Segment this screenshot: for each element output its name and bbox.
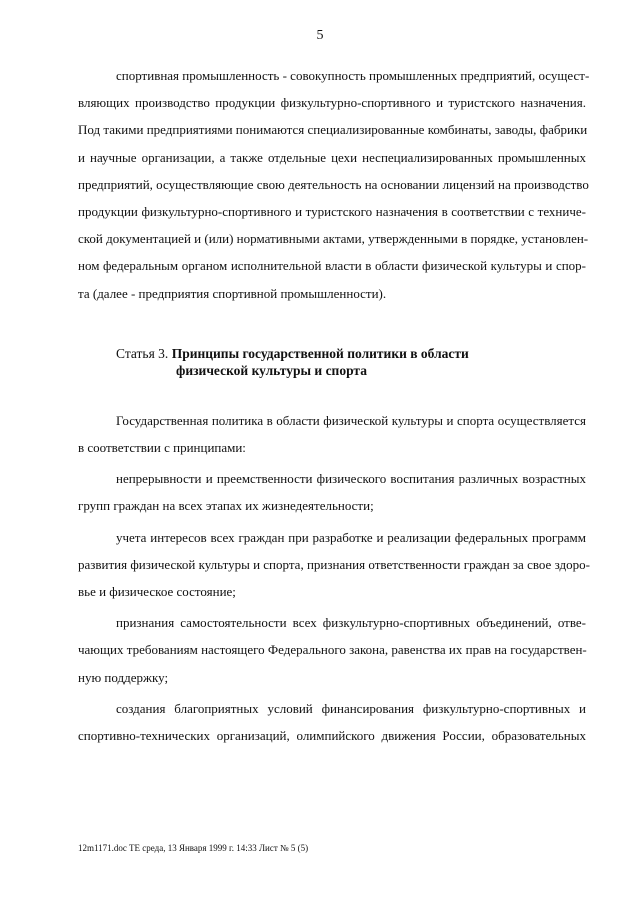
- article-title-continued: физической культуры и спорта: [176, 362, 367, 378]
- principle-item: [78, 609, 586, 691]
- text-line: создания благоприятных условий финансирования физкультурно-спортивных и: [116, 700, 586, 716]
- text-line: вье и физическое состояние;: [78, 584, 236, 600]
- paragraph-intro: [78, 407, 586, 461]
- text-line: признания самостоятельности всех физкультурно-спортивных объединений, отве-: [116, 615, 586, 631]
- text-line: и научные организации, а также отдельные цехи неспециализированных промышленных: [78, 149, 586, 165]
- text-line: спортивно-технических организаций, олимпийского движения России, образовательных: [78, 728, 586, 744]
- text-line: учета интересов всех граждан при разработке и реализации федеральных программ: [116, 529, 586, 545]
- article-number: Статья 3.: [116, 345, 169, 361]
- text-line: предприятий, осуществляющие свою деятельность на основании лицензий на производство: [78, 176, 589, 192]
- text-line: в соответствии с принципами:: [78, 440, 246, 456]
- text-line: ную поддержку;: [78, 669, 169, 685]
- text-line: групп граждан на всех этапах их жизнедеятельности;: [78, 498, 374, 514]
- text-line: чающих требованиям настоящего Федерального закона, равенства их прав на государствен-: [78, 642, 587, 658]
- text-line: Государственная политика в области физической культуры и спорта осуществляется: [116, 412, 586, 428]
- text-line: та (далее - предприятия спортивной промышленности).: [78, 285, 387, 301]
- text-line: ном федеральным органом исполнительной власти в области физической культуры и спор-: [78, 258, 586, 274]
- text-line: ской документацией и (или) нормативными актами, утвержденными в порядке, установлен-: [78, 231, 589, 247]
- principle-item: [78, 524, 590, 606]
- document-body: [78, 62, 590, 749]
- text-line: спортивная промышленность - совокупность промышленных предприятий, осущест-: [116, 68, 590, 83]
- document-footer: 12m1171.doc TE среда, 13 Января 1999 г. 14:33 Лист № 5 (5): [78, 843, 309, 853]
- text-line: непрерывности и преемственности физического воспитания различных возрастных: [116, 471, 586, 487]
- text-line: Под такими предприятиями понимаются специализированные комбинаты, заводы, фабрики: [78, 122, 588, 138]
- article-heading: [116, 345, 586, 379]
- principle-item: [78, 695, 586, 749]
- text-line: продукции физкультурно-спортивного и туристского назначения в соответствии с техниче-: [78, 204, 586, 220]
- text-line: вляющих производство продукции физкультурно-спортивного и туристского назначения.: [78, 95, 586, 111]
- text-line: развития физической культуры и спорта, признания ответственности граждан за свое здоро-: [78, 556, 590, 572]
- article-title: Принципы государственной политики в области: [171, 345, 469, 361]
- paragraph-definition: [78, 62, 590, 307]
- page-number: 5: [316, 28, 324, 43]
- principle-item: [78, 465, 586, 519]
